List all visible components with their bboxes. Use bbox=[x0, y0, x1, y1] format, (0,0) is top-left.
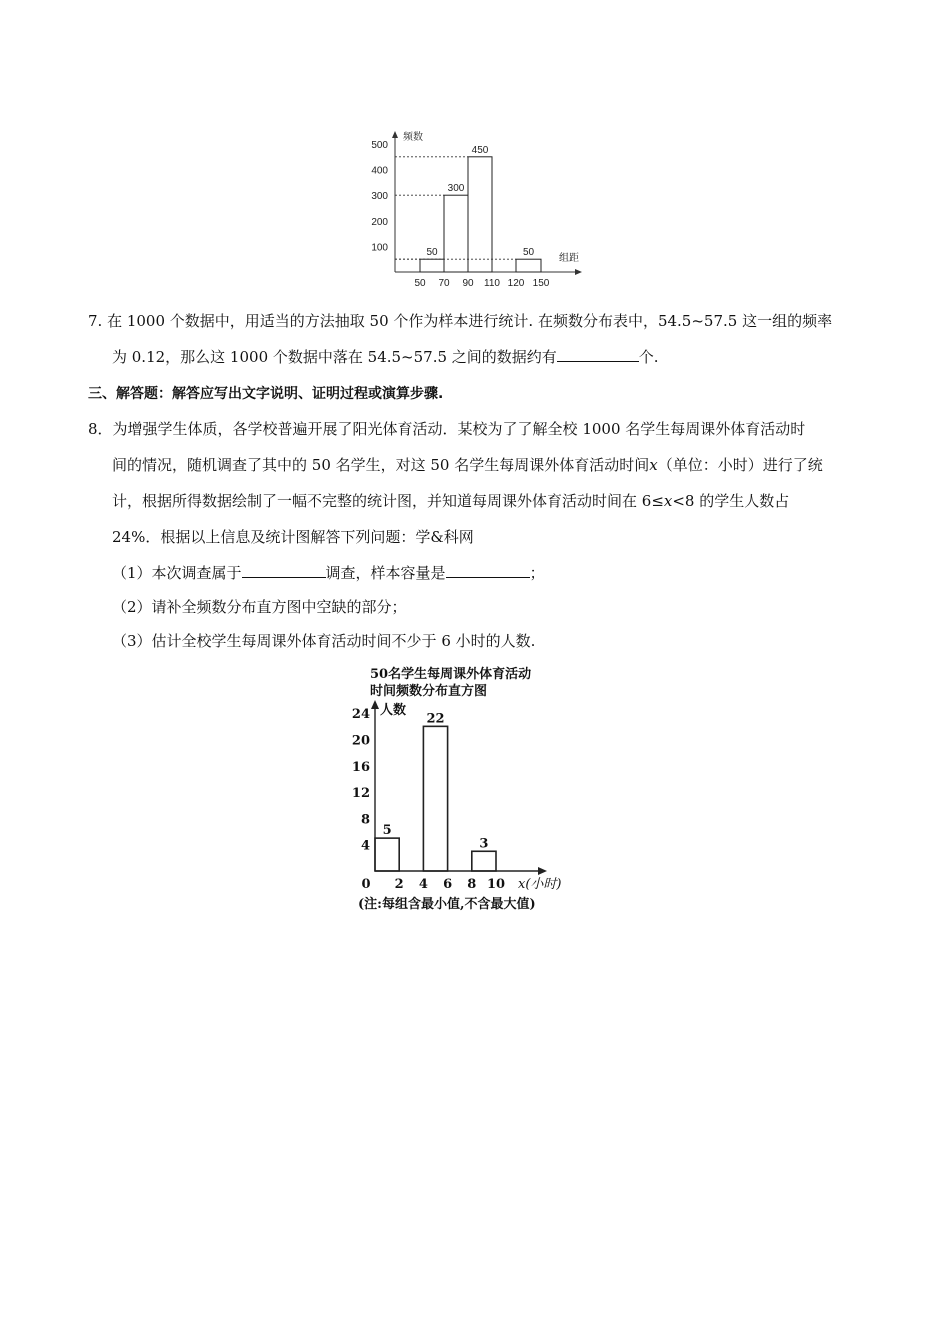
c2-bar-value-label: 3 bbox=[479, 836, 489, 852]
c2-y-tick-label: 12 bbox=[351, 786, 370, 802]
c1-x-tick-label: 110 bbox=[484, 278, 500, 289]
c1-bar-value-label: 300 bbox=[447, 183, 465, 195]
c1-x-tick-label: 150 bbox=[532, 278, 550, 289]
q7-line1: 7. 在 1000 个数据中，用适当的方法抽取 50 个作为样本进行统计. 在频数分布表中，54.5~57.5 这一组的频率 bbox=[88, 312, 833, 330]
c1-bar bbox=[468, 157, 492, 272]
c1-bar bbox=[420, 259, 444, 272]
q8-line3-end: <8 的学生人数占 bbox=[672, 492, 790, 510]
q8-line3-text: 计，根据所得数据绘制了一幅不完整的统计图，并知道每周课外体育活动时间在 6≤ bbox=[112, 492, 664, 510]
q8-sub3: （3）估计全校学生每周课外体育活动时间不少于 6 小时的人数. bbox=[112, 632, 536, 650]
c2-y-tick-label: 16 bbox=[351, 759, 370, 775]
c2-bar-value-label: 22 bbox=[426, 711, 445, 727]
c2-note: (注:每组含最小值,不含最大值) bbox=[358, 897, 536, 912]
c1-x-tick-label: 50 bbox=[414, 278, 426, 289]
c2-x-tick-label: 0 bbox=[361, 877, 371, 892]
q8-sub2: （2）请补全频数分布直方图中空缺的部分； bbox=[112, 598, 407, 616]
c1-y-tick-label: 400 bbox=[371, 165, 388, 177]
q8-sub1 bbox=[112, 562, 545, 584]
c1-x-arrow bbox=[575, 269, 582, 275]
section-heading: 三、解答题：解答应写出文字说明、证明过程或演算步骤. bbox=[88, 386, 444, 402]
c1-y-tick-label: 200 bbox=[371, 216, 388, 228]
c1-y-tick-label: 100 bbox=[371, 242, 388, 254]
q8-line2-end: （单位：小时）进行了统 bbox=[657, 456, 823, 474]
q8-sub1-end: ； bbox=[529, 564, 545, 582]
c2-y-arrow bbox=[371, 700, 379, 709]
c1-x-tick-label: 120 bbox=[507, 278, 525, 289]
q7-line2-text: 为 0.12，那么这 1000 个数据中落在 54.5~57.5 之间的数据约有 bbox=[112, 348, 557, 366]
q8-var-x-2: x bbox=[663, 492, 673, 510]
c2-y-tick-label: 24 bbox=[351, 707, 370, 723]
c1-bar-value-label: 50 bbox=[522, 247, 535, 259]
c2-x-tick-label: 10 bbox=[486, 877, 506, 892]
c1-x-tick-label: 70 bbox=[438, 278, 450, 289]
q8-blank-sample-size bbox=[446, 563, 530, 578]
c1-y-arrow bbox=[392, 131, 398, 138]
c2-y-tick-label: 20 bbox=[351, 733, 370, 749]
q7-answer-blank bbox=[557, 347, 639, 362]
q8-sub1-text: （1）本次调查属于 bbox=[112, 564, 242, 582]
q8-line2 bbox=[112, 454, 823, 476]
c1-y-label: 频数 bbox=[403, 132, 423, 143]
c2-bar-value-label: 5 bbox=[382, 823, 392, 839]
c1-y-tick-label: 500 bbox=[371, 140, 388, 151]
q8-var-x: x bbox=[649, 456, 658, 474]
activity-time-histogram bbox=[340, 662, 600, 918]
c2-x-label: x(小时) bbox=[518, 877, 562, 892]
c2-x-tick-label: 4 bbox=[418, 877, 428, 892]
q7-line2-end: 个. bbox=[638, 348, 659, 366]
q8-line4: 24%．根据以上信息及统计图解答下列问题：学&科网 bbox=[112, 528, 474, 546]
c1-bar bbox=[516, 259, 541, 272]
c2-title-line-1: 50名学生每周课外体育活动 bbox=[370, 667, 532, 682]
c2-bar bbox=[423, 726, 447, 871]
c1-x-tick-label: 90 bbox=[462, 278, 474, 289]
c1-bar-value-label: 50 bbox=[426, 247, 438, 259]
c2-title-line-2: 时间频数分布直方图 bbox=[370, 684, 488, 699]
frequency-histogram-1 bbox=[360, 128, 600, 290]
c2-y-tick-label: 4 bbox=[360, 838, 370, 854]
q8-sub1-text-2: 调查，样本容量是 bbox=[325, 564, 446, 582]
c2-x-arrow bbox=[538, 867, 547, 875]
q8-line3 bbox=[112, 490, 789, 512]
c2-y-tick-label: 8 bbox=[360, 812, 370, 828]
c2-y-label: 人数 bbox=[380, 703, 407, 718]
c2-bar bbox=[375, 838, 399, 871]
q8-line2-text: 间的情况，随机调查了其中的 50 名学生，对这 50 名学生每周课外体育活动时间 bbox=[112, 456, 650, 474]
c2-bar bbox=[472, 851, 496, 871]
q7-line2 bbox=[112, 346, 659, 368]
c1-bar-value-label: 450 bbox=[471, 144, 489, 156]
q8-line1: 8．为增强学生体质，各学校普遍开展了阳光体育活动．某校为了了解全校 1000 名学生每周课外体育活动时 bbox=[88, 420, 806, 438]
c2-x-tick-label: 8 bbox=[467, 877, 477, 892]
c1-y-tick-label: 300 bbox=[371, 191, 388, 203]
c1-x-label: 组距 bbox=[559, 253, 579, 264]
c2-x-tick-label: 2 bbox=[394, 877, 404, 892]
q8-blank-survey-type bbox=[242, 563, 326, 578]
c1-bar bbox=[444, 195, 468, 272]
c2-x-tick-label: 6 bbox=[443, 877, 453, 892]
